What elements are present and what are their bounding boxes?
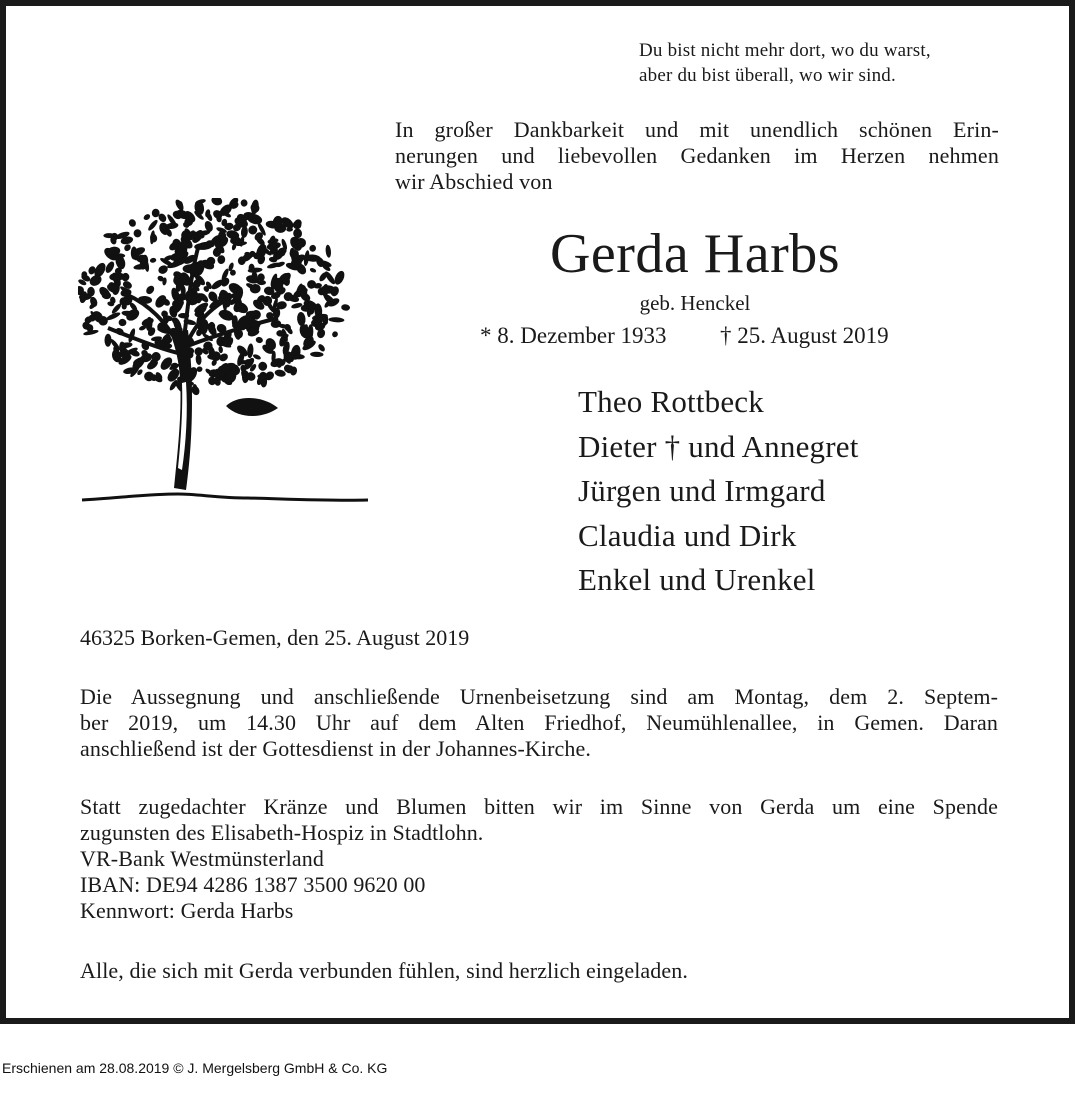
maiden-name: geb. Henckel [639,291,751,315]
tree-with-falling-leaf-icon [78,198,370,508]
canopy-leaf [249,227,257,234]
bank-name: VR-Bank Westmünsterland [80,846,324,871]
donation-line: Statt zugedachter Kränze und Blumen bitten wir im Sinne von Gerda um eine Spende [80,794,998,819]
canopy-leaf [325,244,332,257]
place-and-date: 46325 Borken-Gemen, den 25. August 2019 [80,625,470,650]
canopy-leaf [308,244,317,253]
canopy-leaf [123,243,132,252]
death-date: † 25. August 2019 [720,323,889,348]
canopy-leaf [122,303,127,309]
canopy-leaf [195,354,202,365]
canopy-leaf [104,334,111,347]
ceremony-line: anschließend ist der Gottesdienst in der Johannes-Kirche. [80,736,591,761]
canopy-leaf [104,260,116,274]
canopy-leaf [128,218,138,228]
quote-line: Du bist nicht mehr dort, wo du warst, [639,40,931,61]
intro-line: nerungen und liebevollen Gedanken im Herzen nehmen [395,143,999,168]
intro-line: wir Abschied von [395,169,553,194]
canopy-leaf [118,318,127,326]
mourner-name: Dieter † und Annegret [578,428,859,464]
publication-footer: Erschienen am 28.08.2019 © J. Mergelsberg GmbH & Co. KG [2,1060,388,1076]
canopy-leaf [310,352,324,358]
canopy-leaf [240,226,248,238]
falling-leaf-icon [226,398,278,416]
canopy-leaf [143,213,152,221]
donation-paragraph [80,794,998,924]
canopy-leaf [157,264,169,276]
canopy-leaf [257,360,269,372]
ceremony-line: ber 2019, um 14.30 Uhr auf dem Alten Friedhof, Neumühlenallee, in Gemen. Daran [80,710,998,735]
canopy-leaf [250,199,260,215]
canopy-leaf [331,330,339,338]
canopy-leaf [328,317,344,323]
canopy-leaf [240,199,248,207]
canopy-leaf [196,366,203,372]
canopy-leaf [255,336,264,344]
intro-text [395,117,999,195]
mourners-list [578,380,1018,603]
intro-line: In großer Dankbarkeit und mit unendlich schönen Erin- [395,117,999,142]
canopy-leaf [257,280,266,285]
memorial-quote [639,38,1019,88]
birth-date: * 8. Dezember 1933 [480,323,667,348]
canopy-leaf [247,343,254,358]
canopy-leaf [210,198,224,207]
deceased-name: Gerda Harbs [549,223,841,285]
canopy-leaf [309,267,317,273]
canopy-leaf [149,257,156,263]
mourner-name: Enkel und Urenkel [578,562,816,597]
mourner-name: Claudia und Dirk [578,517,797,553]
canopy-leaf [145,284,156,296]
canopy-leaf [317,343,326,353]
canopy-leaf [147,219,159,232]
ground-line [82,494,368,500]
quote-line: aber du bist überall, wo wir sind. [639,65,896,86]
mourner-name: Jürgen und Irmgard [578,473,826,508]
invitation-text: Alle, die sich mit Gerda verbunden fühlen, sind herzlich eingeladen. [80,958,688,983]
iban: IBAN: DE94 4286 1387 3500 9620 00 [80,872,426,897]
ceremony-paragraph [80,684,998,762]
donation-keyword: Kennwort: Gerda Harbs [80,898,294,923]
canopy-leaf [133,229,141,238]
donation-line: zugunsten des Elisabeth-Hospiz in Stadtlohn. [80,820,484,845]
mourner-name: Theo Rottbeck [578,384,764,419]
ceremony-line: Die Aussegnung und anschließende Urnenbeisetzung sind am Montag, dem 2. Septem- [80,684,998,709]
canopy-leaf [341,304,350,311]
tree-canopy [78,198,350,397]
canopy-leaf [218,346,223,354]
life-dates [480,321,920,351]
